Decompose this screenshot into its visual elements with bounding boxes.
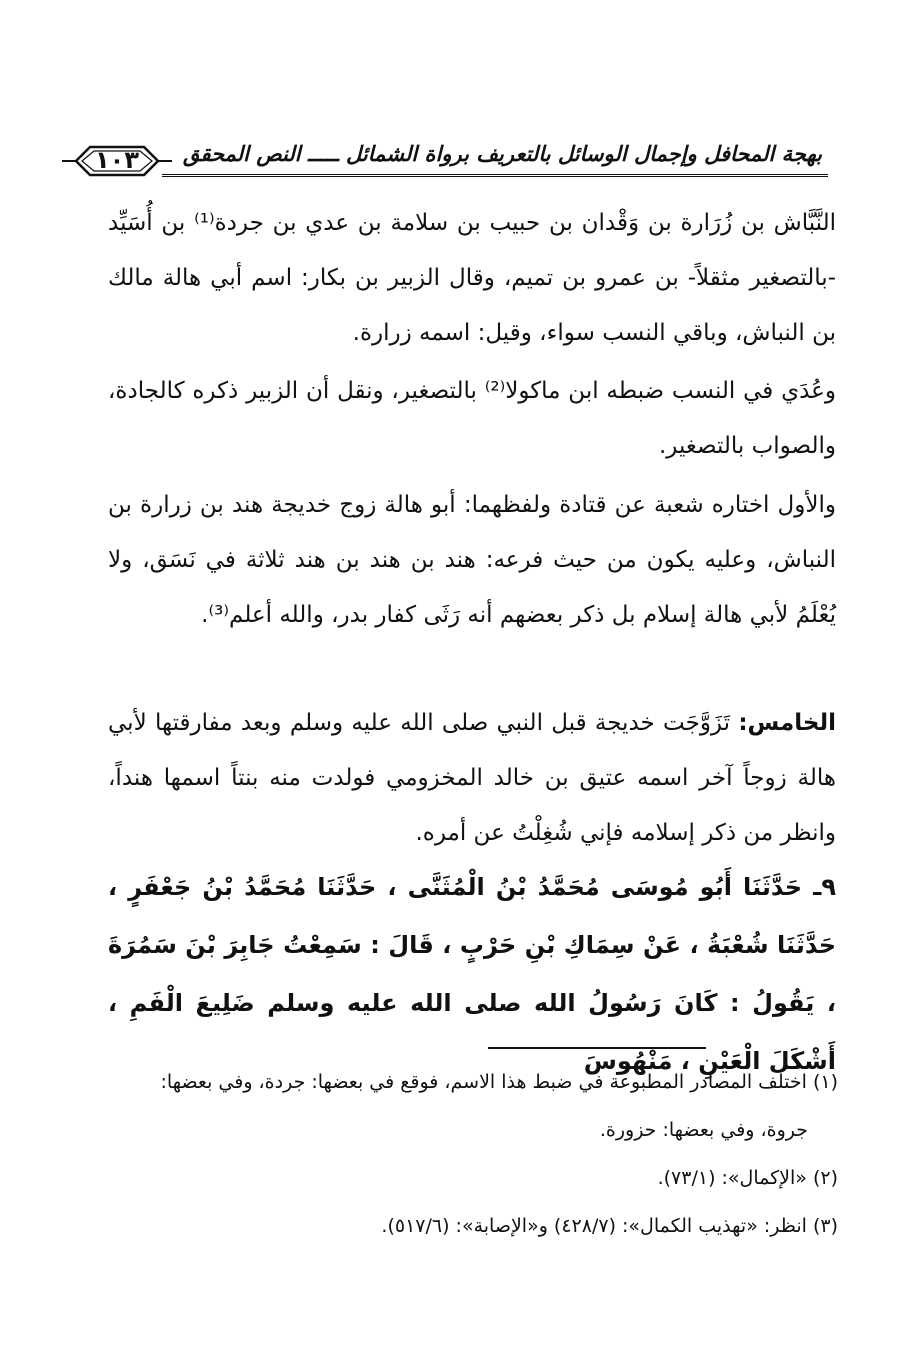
hadith-paragraph: ٩ـ حَدَّثَنَا أَبُو مُوسَى مُحَمَّدُ بْنُ الْمُثَنَّى ، حَدَّثَنَا مُحَمَّدُ بْنُ جَعْفَرٍ ، حَدَّثَنَا شُعْبَةُ ، عَنْ سِمَاكِ بْنِ حَرْبٍ ، قَالَ : سَمِعْتُ جَابِرَ بْنَ سَمُرَةَ ، يَقُولُ : كَانَ رَسُولُ الله صلى الله عليه وسلم ضَلِيعَ الْفَمِ ، أَشْكَلَ الْعَيْنِ ، مَنْهُوسَ (108, 873, 836, 1075)
running-header (62, 138, 828, 180)
footnote-1: (١) اختلف المصادر المطبوعة في ضبط هذا الاسم، فوقع في بعضها: جردة، وفي بعضها: (160, 1071, 838, 1093)
footnotes (90, 1058, 838, 1250)
footnote-3: (٣) انظر: «تهذيب الكمال»: (٤٢٨/٧) و«الإصابة»: (٥١٧/٦). (381, 1215, 838, 1237)
header-divider (162, 174, 828, 177)
footnote-divider (488, 1047, 706, 1049)
footnote-1-continued: جروة، وفي بعضها: حزورة. (599, 1119, 808, 1141)
footnote-2: (٢) «الإكمال»: (٧٣/١). (657, 1167, 838, 1189)
book-title: بهجة المحافل وإجمال الوسائل بالتعريف برواة الشمائل ـــــ النص المحقق (182, 142, 822, 166)
paragraph-2: وعُدَي في النسب ضبطه ابن ماكولا⁽²⁾ بالتصغير، ونقل أن الزبير ذكره كالجادة، والصواب بالتصغير. (108, 378, 836, 459)
paragraph-3: والأول اختاره شعبة عن قتادة ولفظهما: أبو هالة زوج خديجة هند بن زرارة بن النباش، وعليه يكون من حيث فرعه: هند بن هند بن هند ثلاثة في نَسَق، ولا يُعْلَمُ لأبي هالة إسلام بل ذكر بعضهم أنه رَثَى كفار بدر، والله أعلم⁽³⁾. (108, 492, 836, 628)
paragraph-4-text: تَزَوَّجَت خديجة قبل النبي صلى الله عليه وسلم وبعد مفارقتها لأبي هالة زوجاً آخر اسمه عتيق بن خالد المخزومي فولدت منه بنتاً اسمها هنداً، وانظر من ذكر إسلامه فإني شُغِلْتُ عن أمره. (108, 710, 836, 846)
paragraph-1: النَّبَّاش بن زُرَارة بن وَقْدان بن حبيب بن سلامة بن عدي بن جردة⁽¹⁾ بن أُسَيِّد -بالتصغير مثقلاً- بن عمرو بن تميم، وقال الزبير بن بكار: اسم أبي هالة مالك بن النباش، وباقي النسب سواء، وقيل: اسمه زرارة. (108, 210, 837, 346)
page-number-badge (62, 144, 172, 178)
paragraph-label: الخامس: (738, 710, 836, 736)
paragraph-4 (108, 696, 836, 861)
page-number: ١٠٣ (95, 146, 139, 174)
